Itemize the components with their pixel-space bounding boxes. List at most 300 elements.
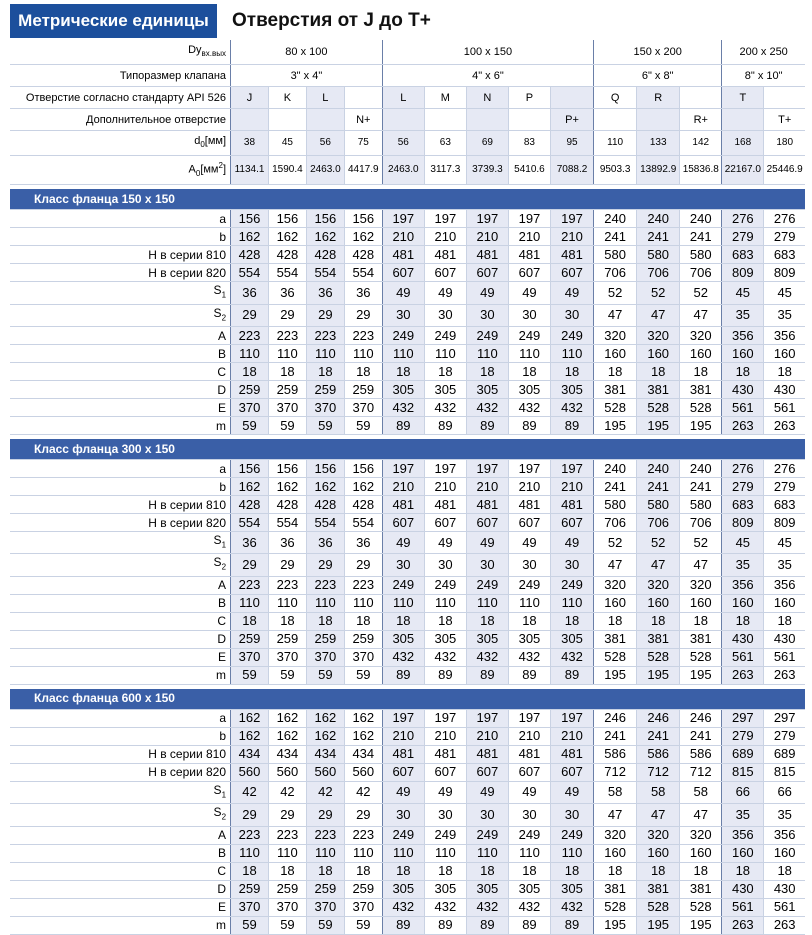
- table-cell: 30: [424, 304, 466, 326]
- row-label: [10, 496, 231, 514]
- row-label: [10, 228, 231, 246]
- table-cell: 223: [231, 327, 269, 345]
- table-cell: 249: [424, 826, 466, 844]
- table-cell: 249: [382, 826, 424, 844]
- table-cell: 89: [550, 666, 593, 684]
- a0-row-cell: 25446.9: [764, 156, 805, 185]
- row-label-text: H в серии 820: [148, 515, 227, 530]
- table-cell: 241: [637, 727, 680, 745]
- table-cell: 47: [637, 304, 680, 326]
- table-row: [10, 630, 805, 648]
- table-cell: 381: [594, 630, 637, 648]
- table-cell: 89: [424, 916, 466, 934]
- table-cell: 432: [508, 399, 550, 417]
- table-cell: 381: [637, 381, 680, 399]
- row-label: [10, 898, 231, 916]
- table-cell: 259: [268, 630, 306, 648]
- table-cell: 223: [306, 327, 344, 345]
- table-cell: 49: [550, 282, 593, 304]
- orifice-row-cell: [680, 87, 722, 109]
- table-cell: 809: [722, 264, 764, 282]
- table-cell: 110: [268, 844, 306, 862]
- table-cell: 29: [231, 804, 269, 826]
- table-cell: 210: [550, 478, 593, 496]
- table-cell: 58: [594, 781, 637, 803]
- table-cell: 434: [231, 745, 269, 763]
- table-cell: 59: [306, 417, 344, 435]
- table-cell: 156: [268, 460, 306, 478]
- table-cell: 162: [231, 727, 269, 745]
- table-cell: 89: [466, 417, 508, 435]
- table-cell: 36: [231, 282, 269, 304]
- table-cell: 370: [231, 648, 269, 666]
- table-cell: 18: [508, 363, 550, 381]
- row-label: [10, 666, 231, 684]
- table-cell: 30: [466, 554, 508, 576]
- table-cell: 259: [268, 880, 306, 898]
- table-cell: 18: [680, 363, 722, 381]
- orifice-row-label: [10, 87, 231, 109]
- table-cell: 160: [680, 345, 722, 363]
- orifice-row-cell: [344, 87, 382, 109]
- table-row: [10, 532, 805, 554]
- table-cell: 706: [680, 264, 722, 282]
- table-cell: 528: [680, 898, 722, 916]
- table-cell: 210: [424, 478, 466, 496]
- table-cell: 49: [550, 781, 593, 803]
- table-cell: 59: [231, 666, 269, 684]
- table-cell: 223: [306, 826, 344, 844]
- table-cell: 528: [594, 399, 637, 417]
- table-cell: 223: [306, 576, 344, 594]
- table-cell: 195: [680, 666, 722, 684]
- table-cell: 210: [466, 727, 508, 745]
- table-cell: 607: [382, 514, 424, 532]
- row-label: [10, 460, 231, 478]
- table-cell: 18: [594, 612, 637, 630]
- flow-size-row-label: [10, 40, 231, 65]
- table-cell: 18: [344, 862, 382, 880]
- a0-row-cell: 1134.1: [231, 156, 269, 185]
- extra-orifice-row-cell: P+: [550, 109, 593, 131]
- table-cell: 560: [306, 763, 344, 781]
- table-cell: 162: [231, 478, 269, 496]
- table-cell: 370: [268, 898, 306, 916]
- table-cell: 586: [680, 745, 722, 763]
- table-cell: 197: [466, 709, 508, 727]
- table-row: [10, 576, 805, 594]
- table-cell: 560: [268, 763, 306, 781]
- table-cell: 162: [268, 478, 306, 496]
- table-cell: 59: [344, 417, 382, 435]
- table-cell: 320: [637, 826, 680, 844]
- d0-row-cell: 69: [466, 131, 508, 156]
- row-label-subscript: 1: [221, 540, 227, 550]
- table-cell: 683: [764, 246, 805, 264]
- table-cell: 223: [268, 576, 306, 594]
- table-cell: 110: [268, 345, 306, 363]
- row-label: [10, 630, 231, 648]
- table-cell: 35: [722, 304, 764, 326]
- table-cell: 263: [764, 916, 805, 934]
- table-cell: 30: [508, 554, 550, 576]
- extra-orifice-row-cell: [268, 109, 306, 131]
- flow-size-row-group-1: 100 x 150: [382, 40, 593, 65]
- table-cell: 223: [231, 826, 269, 844]
- table-cell: 370: [344, 648, 382, 666]
- table-cell: 18: [268, 612, 306, 630]
- table-cell: 481: [466, 745, 508, 763]
- table-cell: 18: [594, 363, 637, 381]
- table-row: [10, 763, 805, 781]
- table-cell: 160: [594, 594, 637, 612]
- table-cell: 89: [550, 417, 593, 435]
- table-cell: 18: [550, 862, 593, 880]
- table-cell: 580: [594, 496, 637, 514]
- table-cell: 305: [466, 630, 508, 648]
- table-cell: 197: [382, 210, 424, 228]
- table-cell: 481: [508, 246, 550, 264]
- table-cell: 356: [722, 576, 764, 594]
- table-row: [10, 781, 805, 803]
- table-cell: 607: [508, 763, 550, 781]
- table-cell: 428: [306, 246, 344, 264]
- d0-subscript: 0: [200, 140, 205, 150]
- table-cell: 305: [508, 630, 550, 648]
- table-cell: 554: [306, 514, 344, 532]
- table-cell: 809: [764, 264, 805, 282]
- extra-orifice-row-label-text: Дополнительное отверстие: [86, 113, 227, 126]
- table-cell: 356: [722, 327, 764, 345]
- table-cell: 36: [306, 282, 344, 304]
- table-cell: 36: [344, 532, 382, 554]
- table-row: [10, 246, 805, 264]
- row-label: [10, 826, 231, 844]
- table-cell: 59: [268, 666, 306, 684]
- table-cell: 49: [424, 532, 466, 554]
- table-cell: 263: [764, 666, 805, 684]
- table-cell: 432: [382, 399, 424, 417]
- row-label: [10, 532, 231, 554]
- table-cell: 528: [680, 648, 722, 666]
- table-cell: 110: [508, 345, 550, 363]
- row-label: [10, 763, 231, 781]
- row-label: [10, 327, 231, 345]
- table-cell: 607: [550, 264, 593, 282]
- extra-orifice-row-cell: [382, 109, 424, 131]
- table-cell: 156: [231, 210, 269, 228]
- table-cell: 279: [764, 727, 805, 745]
- table-cell: 89: [424, 417, 466, 435]
- table-cell: 59: [268, 916, 306, 934]
- row-label: [10, 246, 231, 264]
- table-cell: 36: [268, 282, 306, 304]
- table-cell: 320: [680, 327, 722, 345]
- row-label: [10, 594, 231, 612]
- table-cell: 49: [424, 282, 466, 304]
- table-cell: 430: [722, 381, 764, 399]
- table-cell: 197: [550, 709, 593, 727]
- table-cell: 607: [550, 763, 593, 781]
- table-cell: 110: [231, 594, 269, 612]
- table-cell: 561: [764, 898, 805, 916]
- orifice-row-cell: [764, 87, 805, 109]
- table-cell: 195: [637, 417, 680, 435]
- table-cell: 241: [594, 727, 637, 745]
- table-cell: 18: [306, 862, 344, 880]
- table-row: [10, 496, 805, 514]
- row-label-text: D: [217, 882, 227, 897]
- table-cell: 305: [382, 880, 424, 898]
- table-cell: 428: [344, 246, 382, 264]
- table-cell: 110: [344, 844, 382, 862]
- table-cell: 809: [764, 514, 805, 532]
- table-cell: 18: [764, 862, 805, 880]
- table-cell: 241: [680, 478, 722, 496]
- table-row: [10, 880, 805, 898]
- table-cell: 432: [466, 648, 508, 666]
- table-cell: 305: [466, 880, 508, 898]
- table-cell: 42: [344, 781, 382, 803]
- table-cell: 36: [268, 532, 306, 554]
- table-cell: 49: [508, 282, 550, 304]
- row-label: [10, 363, 231, 381]
- table-cell: 240: [680, 210, 722, 228]
- table-cell: 223: [344, 826, 382, 844]
- table-cell: 432: [424, 399, 466, 417]
- table-cell: 59: [231, 916, 269, 934]
- table-cell: 110: [306, 594, 344, 612]
- table-cell: 18: [637, 862, 680, 880]
- table-cell: 370: [268, 648, 306, 666]
- table-cell: 706: [594, 264, 637, 282]
- table-cell: 197: [508, 210, 550, 228]
- row-label: [10, 399, 231, 417]
- valve-size-row-group-0: 3" x 4": [231, 65, 383, 87]
- table-cell: 210: [424, 727, 466, 745]
- table-cell: 30: [466, 804, 508, 826]
- table-cell: 18: [231, 363, 269, 381]
- table-row: [10, 304, 805, 326]
- table-cell: 162: [231, 228, 269, 246]
- table-cell: 210: [508, 478, 550, 496]
- table-cell: 259: [344, 880, 382, 898]
- table-cell: 89: [466, 916, 508, 934]
- table-cell: 195: [637, 916, 680, 934]
- table-cell: 18: [680, 612, 722, 630]
- orifice-row-cell: L: [382, 87, 424, 109]
- row-label: [10, 844, 231, 862]
- row-label-text: S: [213, 805, 222, 820]
- table-cell: 110: [268, 594, 306, 612]
- table-row: [10, 460, 805, 478]
- extra-orifice-row-cell: [306, 109, 344, 131]
- table-cell: 607: [466, 264, 508, 282]
- table-cell: 249: [382, 327, 424, 345]
- d0-row-cell: 133: [637, 131, 680, 156]
- table-row: [10, 417, 805, 435]
- table-cell: 30: [508, 304, 550, 326]
- table-cell: 706: [637, 264, 680, 282]
- table-cell: 30: [550, 304, 593, 326]
- table-cell: 160: [637, 844, 680, 862]
- table-cell: 110: [231, 844, 269, 862]
- table-cell: 607: [424, 514, 466, 532]
- table-cell: 18: [231, 612, 269, 630]
- table-cell: 30: [466, 304, 508, 326]
- table-row: [10, 666, 805, 684]
- table-cell: 89: [382, 666, 424, 684]
- row-label: [10, 709, 231, 727]
- table-row: [10, 612, 805, 630]
- d0-row: [10, 131, 805, 156]
- a0-row-cell: 1590.4: [268, 156, 306, 185]
- valve-size-row-group-3: 8" x 10": [722, 65, 805, 87]
- row-label: [10, 727, 231, 745]
- table-cell: 279: [722, 727, 764, 745]
- orifice-row-cell: N: [466, 87, 508, 109]
- row-label: [10, 781, 231, 803]
- table-cell: 18: [382, 862, 424, 880]
- table-cell: 197: [424, 460, 466, 478]
- table-cell: 706: [637, 514, 680, 532]
- table-cell: 18: [594, 862, 637, 880]
- table-cell: 162: [306, 478, 344, 496]
- table-cell: 110: [424, 594, 466, 612]
- table-cell: 49: [382, 532, 424, 554]
- table-cell: 528: [680, 399, 722, 417]
- row-label: [10, 264, 231, 282]
- table-cell: 30: [550, 554, 593, 576]
- table-row: [10, 916, 805, 934]
- table-cell: 249: [466, 327, 508, 345]
- a0-label-text: A: [188, 164, 196, 177]
- table-body: [10, 40, 805, 934]
- table-cell: 210: [466, 478, 508, 496]
- table-cell: 197: [550, 210, 593, 228]
- table-cell: 110: [306, 345, 344, 363]
- table-cell: 18: [231, 862, 269, 880]
- table-cell: 432: [424, 898, 466, 916]
- table-cell: 580: [637, 246, 680, 264]
- a0-row-cell: 13892.9: [637, 156, 680, 185]
- table-cell: 160: [722, 345, 764, 363]
- table-cell: 432: [550, 648, 593, 666]
- table-cell: 47: [637, 554, 680, 576]
- table-cell: 197: [424, 210, 466, 228]
- table-cell: 210: [382, 228, 424, 246]
- table-cell: 607: [424, 763, 466, 781]
- table-cell: 30: [382, 554, 424, 576]
- a0-subscript: 0: [195, 169, 201, 179]
- row-label-subscript: 2: [221, 313, 227, 322]
- table-cell: 259: [344, 630, 382, 648]
- d0-row-cell: 168: [722, 131, 764, 156]
- table-cell: 259: [231, 381, 269, 399]
- table-row: [10, 264, 805, 282]
- table-cell: 249: [550, 576, 593, 594]
- table-cell: 561: [722, 648, 764, 666]
- section-title: Класс фланца 300 x 150: [10, 439, 805, 460]
- extra-orifice-row-cell: [466, 109, 508, 131]
- table-cell: 162: [268, 228, 306, 246]
- table-cell: 210: [550, 228, 593, 246]
- table-cell: 305: [382, 381, 424, 399]
- table-cell: 528: [637, 648, 680, 666]
- table-cell: 320: [680, 826, 722, 844]
- table-cell: 210: [424, 228, 466, 246]
- d0-row-cell: 56: [382, 131, 424, 156]
- section-title: Класс фланца 600 x 150: [10, 689, 805, 710]
- table-cell: 561: [722, 399, 764, 417]
- table-cell: 259: [268, 381, 306, 399]
- table-cell: 210: [508, 228, 550, 246]
- extra-orifice-row-cell: [231, 109, 269, 131]
- orifice-row-cell: L: [306, 87, 344, 109]
- table-cell: 195: [680, 916, 722, 934]
- table-cell: 240: [637, 460, 680, 478]
- table-cell: 156: [268, 210, 306, 228]
- a0-row-cell: 15836.8: [680, 156, 722, 185]
- table-cell: 434: [268, 745, 306, 763]
- row-label-text: H в серии 820: [148, 765, 227, 780]
- table-cell: 59: [268, 417, 306, 435]
- table-cell: 241: [594, 228, 637, 246]
- table-cell: 554: [344, 514, 382, 532]
- row-label-text: E: [218, 650, 227, 665]
- a0-row-cell: 22167.0: [722, 156, 764, 185]
- table-cell: 49: [382, 282, 424, 304]
- d0-label-text: d: [194, 135, 201, 148]
- table-cell: 195: [594, 417, 637, 435]
- table-cell: 370: [344, 399, 382, 417]
- table-cell: 320: [637, 576, 680, 594]
- row-label-text: a: [219, 461, 227, 476]
- table-cell: 66: [722, 781, 764, 803]
- table-cell: 156: [344, 210, 382, 228]
- table-cell: 18: [722, 862, 764, 880]
- table-cell: 49: [508, 781, 550, 803]
- extra-orifice-row-label: [10, 109, 231, 131]
- table-cell: 561: [722, 898, 764, 916]
- table-cell: 381: [680, 880, 722, 898]
- d0-unit: [мм]: [204, 135, 227, 148]
- table-cell: 49: [382, 781, 424, 803]
- table-cell: 607: [424, 264, 466, 282]
- row-label: [10, 210, 231, 228]
- table-cell: 683: [722, 496, 764, 514]
- table-cell: 18: [508, 612, 550, 630]
- extra-orifice-row-cell: T+: [764, 109, 805, 131]
- row-label: [10, 612, 231, 630]
- table-cell: 160: [764, 594, 805, 612]
- table-cell: 528: [637, 399, 680, 417]
- table-cell: 110: [508, 594, 550, 612]
- table-cell: 195: [594, 916, 637, 934]
- table-cell: 706: [594, 514, 637, 532]
- table-cell: 554: [231, 514, 269, 532]
- table-cell: 249: [424, 327, 466, 345]
- table-cell: 432: [550, 399, 593, 417]
- table-cell: 481: [382, 496, 424, 514]
- row-label: [10, 880, 231, 898]
- table-cell: 246: [594, 709, 637, 727]
- table-cell: 434: [306, 745, 344, 763]
- d0-row-cell: 63: [424, 131, 466, 156]
- table-cell: 481: [550, 745, 593, 763]
- table-cell: 160: [594, 345, 637, 363]
- table-cell: 249: [466, 576, 508, 594]
